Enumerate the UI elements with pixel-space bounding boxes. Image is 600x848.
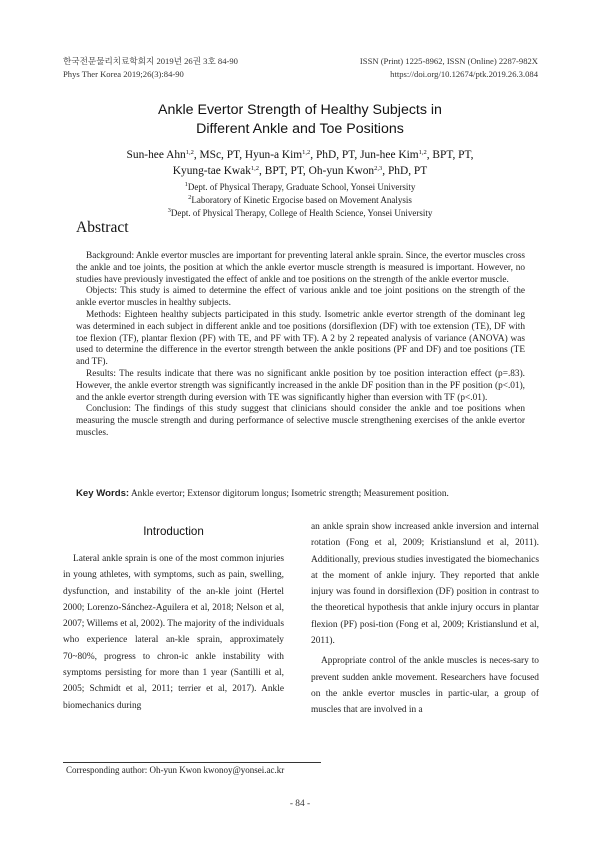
abstract-objects: Objects: This study is aimed to determine the effect of various ankle and toe joint positions on the strength of the ankle evertor muscles in healthy subjects. [76, 286, 525, 309]
keywords [76, 488, 525, 500]
author-list [0, 147, 600, 179]
footnote-divider [63, 762, 321, 763]
affiliation-list [0, 181, 600, 221]
author-affiliation-mark: 1,2 [418, 149, 427, 156]
intro-paragraph-2: Appropriate control of the ankle muscles is neces-sary to prevent sudden ankle movement. Researchers have focused on the ankle evertor muscles in partic-ular, a group of muscles that are involved in a [311, 656, 539, 716]
author-line-1 [0, 147, 600, 163]
journal-citation-english: Phys Ther Korea 2019;26(3):84-90 [63, 69, 184, 79]
affiliation-item [0, 181, 600, 194]
author-segment: , PhD, PT, Jun-hee Kim [310, 149, 419, 161]
intro-paragraph-continued: an ankle sprain show increased ankle inversion and internal rotation (Fong et al, 2009; Kristianslund et al, 2011). Additionally, previous studies investigated the biomechanics at the moment of ankle injury. They reported that ankle injury was found in dorsiflexion (DF) position in contrast to the theoretical hypothesis that ankle injury occurs in plantar flexion (PF) posi-tion (Fong et al, 2009; Kristianslund et al, 2011). [311, 522, 539, 647]
affiliation-number: 1 [184, 181, 188, 188]
paper-title-line-1: Ankle Evertor Strength of Healthy Subjects in [158, 102, 442, 118]
page-number: - 84 - [289, 799, 311, 809]
affiliation-text: Dept. of Physical Therapy, Graduate School, Yonsei University [187, 182, 416, 192]
intro-paragraph-1: Lateral ankle sprain is one of the most common injuries in young athletes, with symptoms, such as pain, swelling, dysfunction, and instability of the an-kle joint (Hertel 2000; Lorenzo-Sánchez-Aguilera et al, 2018; Nelson et al, 2007; Willems et al, 2002). The majority of the individuals who experience lateral an-kle sprain, approximately 70~80%, progress to chron-ic ankle instability with symptoms persisting for more than 1 year (Santilli et al, 2005; Schmidt et al, 2011; terrier et al, 2017). Ankle biomechanics during [63, 554, 284, 711]
intro-right-column [311, 519, 539, 719]
affiliation-number: 3 [167, 207, 171, 215]
corresponding-author-footnote: Corresponding author: Oh-yun Kwon kwonoy@yonsei.ac.kr [66, 765, 285, 775]
affiliation-text: Laboratory of Kinetic Ergocise based on Movement Analysis [191, 195, 412, 206]
author-line-2 [0, 163, 600, 179]
journal-citation-korean: 한국전문물리치료학회지 2019년 26권 3호 84-90 [63, 56, 238, 66]
journal-header-right [360, 55, 538, 81]
author-segment: , MSc, PT, Hyun-a Kim [193, 149, 303, 161]
doi-link[interactable]: https://doi.org/10.12674/ptk.2019.26.3.084 [390, 69, 538, 79]
affiliation-item [0, 194, 600, 207]
author-segment: , PhD, PT [382, 165, 428, 177]
journal-header-left [63, 55, 238, 81]
affiliation-text: Dept. of Physical Therapy, College of Health Science, Yonsei University [170, 208, 433, 219]
paper-title [0, 101, 600, 139]
author-affiliation-mark: 1,2 [185, 149, 194, 156]
author-segment: Sun-hee Ahn [126, 149, 186, 161]
abstract-conclusion: Conclusion: The findings of this study suggest that clinicians should consider the ankle and toe positions when measuring the muscle strength and during performance of selective muscle strengthening exercises of the ankle evertor muscles. [76, 404, 525, 438]
affiliation-number: 2 [188, 194, 192, 202]
abstract-heading: Abstract [76, 219, 129, 236]
author-segment: , BPT, PT, [426, 149, 474, 161]
author-affiliation-mark: 1,2 [250, 165, 260, 172]
section-heading-introduction: Introduction [143, 525, 204, 538]
keywords-text: Ankle evertor; Extensor digitorum longus; Isometric strength; Measurement position. [130, 489, 449, 499]
abstract-results: Results: The results indicate that there was no significant ankle position by toe position interaction effect (p=.83). However, the ankle evertor strength was significantly increased in the ankle DF position than in the PF position (p<.01), and the ankle evertor strength during eversion with TE was significantly higher than eversion with TF (p<.01). [76, 368, 525, 403]
abstract-background: Background: Ankle evertor muscles are important for preventing lateral ankle sprain. Since, the evertor muscles cross the ankle and toe joints, the position at which the ankle evertor muscle strength is measured is important. However, no studies have previously investigated the effect of ankle and toe positions on the strength of the ankle evertor muscle. [76, 251, 525, 285]
issn-line: ISSN (Print) 1225-8962, ISSN (Online) 2287-982X [359, 56, 538, 66]
keywords-label: Key Words: [76, 488, 130, 499]
abstract-methods: Methods: Eighteen healthy subjects participated in this study. Isometric ankle evertor strength of the dominant leg was determined in each subject in different ankle and toe positions (dorsiflexion (DF) with toe extension (TE), DF with toe flexion (TF), plantar flexion (PF) with TE, and PF with TF). A 2 by 2 repeated analysis of variance (ANOVA) was used to determine the difference in the evertor strength between the ankle positions (PF and DF) and toe positions (TE and TF). [76, 309, 525, 368]
author-segment: Kyung-tae Kwak [172, 165, 251, 177]
abstract-body [76, 251, 525, 440]
author-affiliation-mark: 2,3 [374, 165, 383, 172]
author-segment: , BPT, PT, Oh-yun Kwon [259, 165, 375, 177]
paper-title-line-2: Different Ankle and Toe Positions [196, 121, 404, 137]
intro-left-column [63, 519, 284, 714]
author-affiliation-mark: 1,2 [302, 149, 311, 156]
